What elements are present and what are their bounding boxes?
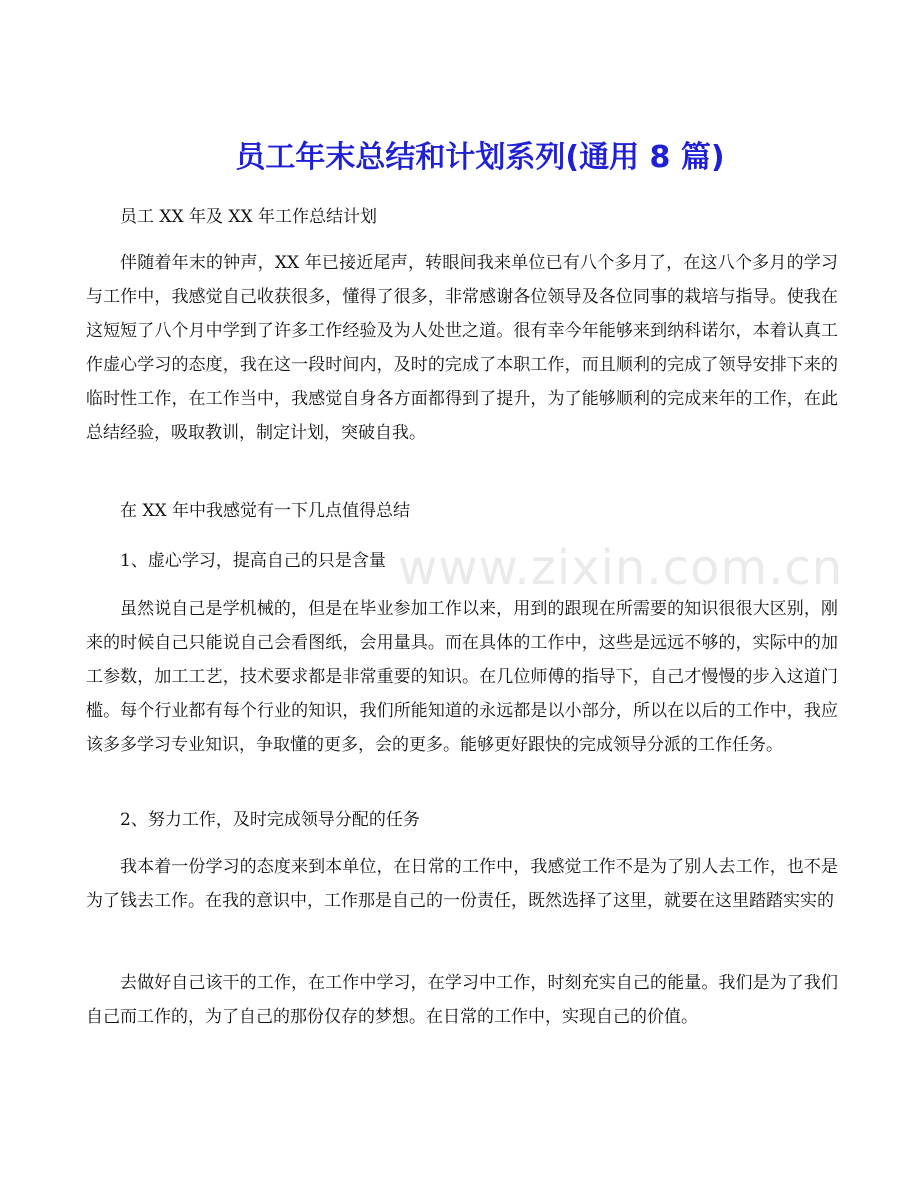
paragraph-point-1-body: 虽然说自己是学机械的，但是在毕业参加工作以来，用到的跟现在所需要的知识很很大区别，刚来的时候自己只能说自己会看图纸，会用量具。而在具体的工作中，这些是远远不够的，实际中的加工参数，加工工艺，技术要求都是非常重要的知识。在几位师傅的指导下，自己才慢慢的步入这道门槛。每个行业都有每个行业的知识，我们所能知道的永远都是以小部分，所以在以后的工作中，我应该多多学习专业知识，争取懂的更多，会的更多。能够更好跟快的完成领导分派的工作任务。 — [86, 599, 838, 755]
watermark: www.zixin.com.cn — [398, 540, 844, 596]
document-title: 员工年末总结和计划系列(通用 8 篇) — [235, 140, 725, 175]
paragraph-subtitle: 员工 XX 年及 XX 年工作总结计划 — [120, 207, 378, 227]
paragraph-point-2-heading: 2、努力工作，及时完成领导分配的任务 — [120, 810, 420, 830]
paragraph-summary-heading: 在 XX 年中我感觉有一下几点值得总结 — [120, 501, 411, 521]
paragraph-intro: 伴随着年末的钟声，XX 年已接近尾声，转眼间我来单位已有八个多月了，在这八个多月的学习与工作中，我感觉自己收获很多，懂得了很多，非常感谢各位领导及各位同事的栽培与指导。使我在这短短了八个月中学到了许多工作经验及为人处世之道。很有幸今年能够来到纳科诺尔，本着认真工作虚心学习的态度，我在这一段时间内，及时的完成了本职工作，而且顺利的完成了领导安排下来的临时性工作，在工作当中，我感觉自身各方面都得到了提升，为了能够顺利的完成来年的工作，在此总结经验，吸取教训，制定计划，突破自我。 — [86, 253, 838, 443]
paragraph-point-1-heading: 1、虚心学习，提高自己的只是含量 — [120, 551, 386, 571]
paragraph-point-2-body: 我本着一份学习的态度来到本单位，在日常的工作中，我感觉工作不是为了别人去工作，也不是为了钱去工作。在我的意识中，工作那是自己的一份责任，既然选择了这里，就要在这里踏踏实实的 — [86, 857, 838, 911]
paragraph-point-2-continued: 去做好自己该干的工作，在工作中学习，在学习中工作，时刻充实自己的能量。我们是为了我们自己而工作的，为了自己的那份仅存的梦想。在日常的工作中，实现自己的价值。 — [86, 973, 838, 1027]
